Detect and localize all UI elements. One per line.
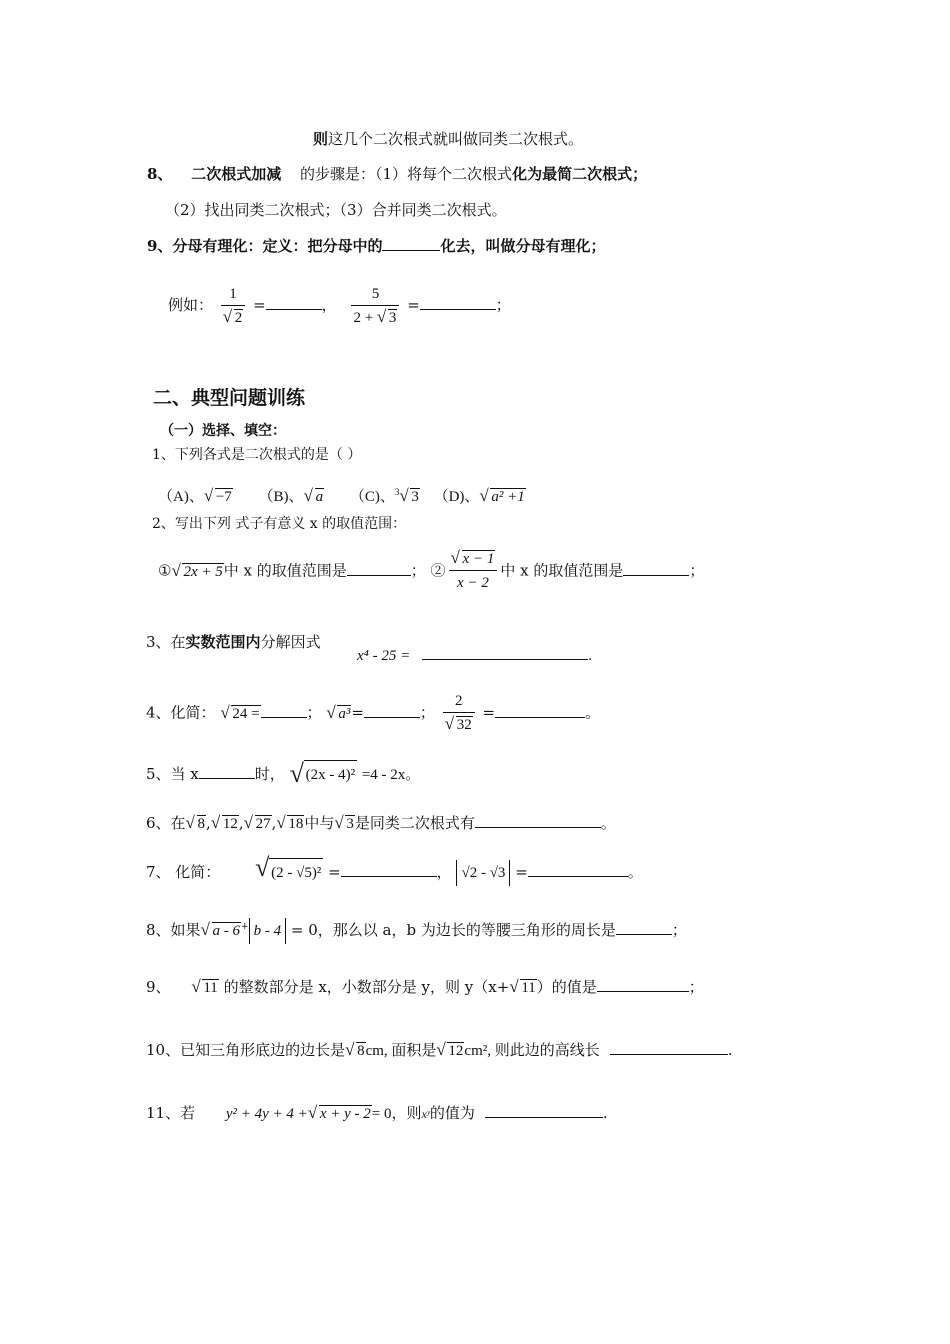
example-1-blank[interactable] <box>266 295 322 310</box>
q9-radical-2 <box>509 971 536 1005</box>
q4-frac-den: 32 <box>456 717 472 733</box>
q6-radicand-2: 12 <box>222 816 238 832</box>
section-title: 二、典型问题训练 <box>153 387 306 409</box>
fraction-1-numerator: 1 <box>229 285 237 302</box>
intro-line <box>313 129 583 149</box>
q11-expr-b: = 0 <box>371 1106 392 1122</box>
q3-text-a: 3、在 <box>146 633 186 651</box>
q7-blank-1[interactable] <box>341 862 437 877</box>
q6-rad-5 <box>334 812 355 836</box>
q11-text-c: 的值为 <box>429 1104 475 1122</box>
q8-end: ； <box>671 921 687 939</box>
question-10 <box>146 1033 733 1068</box>
question-2-parts <box>158 548 704 595</box>
q4-fraction <box>443 690 475 737</box>
q3-bold: 实数范围内 <box>185 633 261 651</box>
section-subtitle: （一）选择、填空： <box>160 423 286 439</box>
q6-rad-1 <box>186 812 207 836</box>
q9-end: ； <box>688 978 704 996</box>
q4-blank-1[interactable] <box>261 703 307 718</box>
q11-blank[interactable] <box>485 1103 603 1118</box>
part-1-text: 中 x 的取值范围是 <box>223 561 347 580</box>
q6-blank[interactable] <box>475 813 601 828</box>
question-2-stem: 2、写出下列 式子有意义 x 的取值范围： <box>152 516 407 532</box>
part-2-text: 中 x 的取值范围是 <box>500 561 624 580</box>
q9-blank[interactable] <box>597 977 689 992</box>
q3-text-b: 分解因式 <box>260 633 321 651</box>
part-2-end: ； <box>689 561 705 580</box>
option-c-radicand: 3 <box>411 489 419 505</box>
q4-semi-1: ； <box>306 703 322 722</box>
item-8-bold-tail: 化为最简二次根式； <box>512 165 648 183</box>
q7-absolute <box>456 860 510 886</box>
q8-plus: + <box>241 922 249 932</box>
q3-expression: x⁴ - 25 = <box>357 648 411 664</box>
question-3-expr <box>357 645 592 666</box>
q3-blank[interactable] <box>422 645 588 660</box>
q4-radicand-1: 24 = <box>232 705 260 722</box>
example-2-blank[interactable] <box>420 295 496 310</box>
question-3-text <box>146 632 321 652</box>
option-c-expr <box>399 485 420 509</box>
q9-text-a: 的整数部分是 x，小数部分是 y，则 y（x+ <box>223 978 510 996</box>
q11-expr-c: xʸ <box>421 1107 430 1121</box>
example-fraction-2 <box>351 283 399 330</box>
fraction-2-numerator: 5 <box>371 285 380 302</box>
q4-frac-num: 2 <box>454 693 463 709</box>
item-8-mid: 的步骤是：（1）将每个二次根式 <box>300 165 513 183</box>
q11-end: . <box>602 1104 608 1122</box>
q8-text-a: 8、如果 <box>146 921 201 939</box>
q5-rhs: =4 - 2x。 <box>361 767 421 783</box>
q7-radical <box>255 853 323 893</box>
q10-text-b: cm, 面积是 <box>365 1043 437 1059</box>
intro-bold: 则 <box>313 130 329 148</box>
fraction-2-den-a: 2 + <box>353 309 377 326</box>
question-7 <box>146 852 643 893</box>
q4-eq-2: = <box>351 703 364 722</box>
part-1-mark: ① <box>158 561 172 580</box>
q6-rad-3 <box>244 812 272 836</box>
option-d-radicand: a² +1 <box>491 489 525 505</box>
item-8-bold-head: 二次根式加减 <box>191 165 282 183</box>
q7-abs-a: √2 <box>461 865 478 881</box>
part-1-blank[interactable] <box>347 561 411 576</box>
q6-end: 。 <box>600 814 616 832</box>
example-fraction-1 <box>221 283 246 330</box>
q10-end: . <box>727 1041 733 1059</box>
option-a-expr <box>204 485 233 509</box>
option-c-index: 3 <box>394 487 400 497</box>
q6-radicand-5: 3 <box>346 816 354 832</box>
item-9-blank[interactable] <box>382 236 440 251</box>
comma: ， <box>321 296 337 314</box>
q4-rad-1 <box>220 692 260 736</box>
example-label: 例如： <box>168 296 214 314</box>
q9-text-b: ）的值是 <box>536 978 597 996</box>
question-8 <box>146 912 687 946</box>
q7-end: 。 <box>627 863 643 881</box>
q5-radicand: (2x - 4)² <box>304 760 357 789</box>
option-d-label: （D)、 <box>433 489 480 505</box>
option-c-label: （C)、 <box>349 489 395 505</box>
q7-comma: ， <box>436 863 452 881</box>
item-9-text-b: 化去，叫做分母有理化； <box>440 237 606 255</box>
question-9 <box>146 970 704 1005</box>
q10-radical-2 <box>436 1034 464 1068</box>
q7-abs-b: √3 <box>489 865 506 881</box>
q10-radical-1 <box>345 1034 366 1068</box>
equals-sign: = <box>253 296 266 314</box>
q4-rad-2 <box>326 692 351 736</box>
q11-text-a: 11、若 <box>146 1104 196 1122</box>
q9-number: 9、 <box>146 978 171 996</box>
option-b-expr <box>304 485 325 509</box>
part-2-fraction <box>449 548 498 595</box>
semicolon: ； <box>495 296 511 314</box>
q10-text-c: cm², 则此边的高线长 <box>464 1043 600 1059</box>
q9-radicand-2: 11 <box>521 980 536 996</box>
q11-expr-a: y² + 4y + 4 + <box>225 1106 308 1122</box>
q6-rad-4 <box>276 812 304 836</box>
question-11 <box>146 1097 608 1130</box>
q8-absolute: b - 4 <box>249 918 287 944</box>
option-d-expr <box>479 485 525 509</box>
item-9-definition <box>147 236 605 256</box>
option-b-label: （B)、 <box>258 489 304 505</box>
q5-blank[interactable] <box>199 764 255 779</box>
q4-semi-2: ； <box>419 703 435 722</box>
question-6 <box>146 811 616 836</box>
item-8-number: 8、 <box>147 165 173 183</box>
q6-text-a: 6、在 <box>146 814 186 832</box>
q4-eq-3: = <box>482 703 496 722</box>
fraction-2-den-rad: 3 <box>388 309 397 326</box>
part-1-radicand: 2x + 5 <box>183 563 223 580</box>
q6-comma-1: , <box>206 814 211 832</box>
option-a-radicand: −7 <box>215 489 232 505</box>
q4-radicand-2: a³ <box>338 705 351 722</box>
q4-blank-3[interactable] <box>495 703 585 718</box>
intro-text: 这几个二次根式就叫做同类二次根式。 <box>328 130 584 148</box>
item-9-example <box>168 280 511 330</box>
question-1-options <box>158 480 526 509</box>
q7-label: 7、 化简： <box>146 863 221 881</box>
part-1-expr <box>171 550 223 594</box>
separator: ； <box>410 561 426 580</box>
q4-label: 4、化简： <box>146 703 216 722</box>
q11-text-b: ，则 <box>391 1104 422 1122</box>
q8-text-b: = 0，那么以 a，b 为边长的等腰三角形的周长是 <box>290 921 616 939</box>
question-5 <box>146 758 420 791</box>
q8-radicand: a - 6 <box>212 923 241 939</box>
q4-blank-2[interactable] <box>364 703 420 718</box>
q6-comma-2: , <box>238 814 244 832</box>
q11-radicand: x + y - 2 <box>319 1106 371 1122</box>
fraction-1-denominator: 2 <box>234 309 243 326</box>
q7-radicand: (2 - √5)² <box>269 858 323 887</box>
q10-blank[interactable] <box>610 1040 728 1055</box>
option-b-radicand: a <box>315 489 324 505</box>
q9-radicand-1: 11 <box>203 980 218 996</box>
q5-text-b: 时， <box>254 765 285 783</box>
part-2-denominator: x − 2 <box>449 570 498 595</box>
q5-text-a: 5、当 x <box>146 765 199 783</box>
equals-sign-2: = <box>407 296 420 314</box>
q7-blank-2[interactable] <box>528 862 628 877</box>
q10-radicand-2: 12 <box>448 1043 464 1059</box>
item-8-line2: （2）找出同类二次根式；（3）合并同类二次根式。 <box>165 201 507 219</box>
q8-radical <box>201 916 242 946</box>
q9-radical-1 <box>191 971 218 1005</box>
option-a-label: （A)、 <box>158 489 204 505</box>
q3-end: . <box>588 648 592 664</box>
q10-text-a: 10、已知三角形底边的边长是 <box>146 1041 346 1059</box>
part-2-blank[interactable] <box>623 561 689 576</box>
q6-radicand-1: 8 <box>197 816 206 832</box>
q6-radicand-3: 27 <box>255 816 271 832</box>
question-4 <box>146 690 600 737</box>
part-2-mark: ② <box>430 561 446 580</box>
q11-radical <box>308 1098 372 1130</box>
q8-blank[interactable] <box>616 920 672 935</box>
q6-text-c: 是同类二次根式有 <box>354 814 475 832</box>
q6-rad-2 <box>211 812 239 836</box>
q5-radical <box>290 759 357 791</box>
q6-text-b: 中与 <box>304 814 335 832</box>
q10-radicand-1: 8 <box>357 1043 365 1059</box>
q4-end: 。 <box>585 703 601 722</box>
item-9-text-a: 9、分母有理化：定义：把分母中的 <box>147 237 383 255</box>
item-8-line1 <box>147 164 647 184</box>
q7-eq-2: = <box>515 863 528 881</box>
q7-eq-1: = <box>328 863 341 881</box>
question-1-stem: 1、下列各式是二次根式的是（ ） <box>152 447 362 463</box>
q6-comma-3: , <box>271 814 277 832</box>
q7-abs-op: - <box>477 865 490 881</box>
q6-radicand-4: 18 <box>288 816 304 832</box>
part-2-numerator: x − 1 <box>462 551 495 567</box>
